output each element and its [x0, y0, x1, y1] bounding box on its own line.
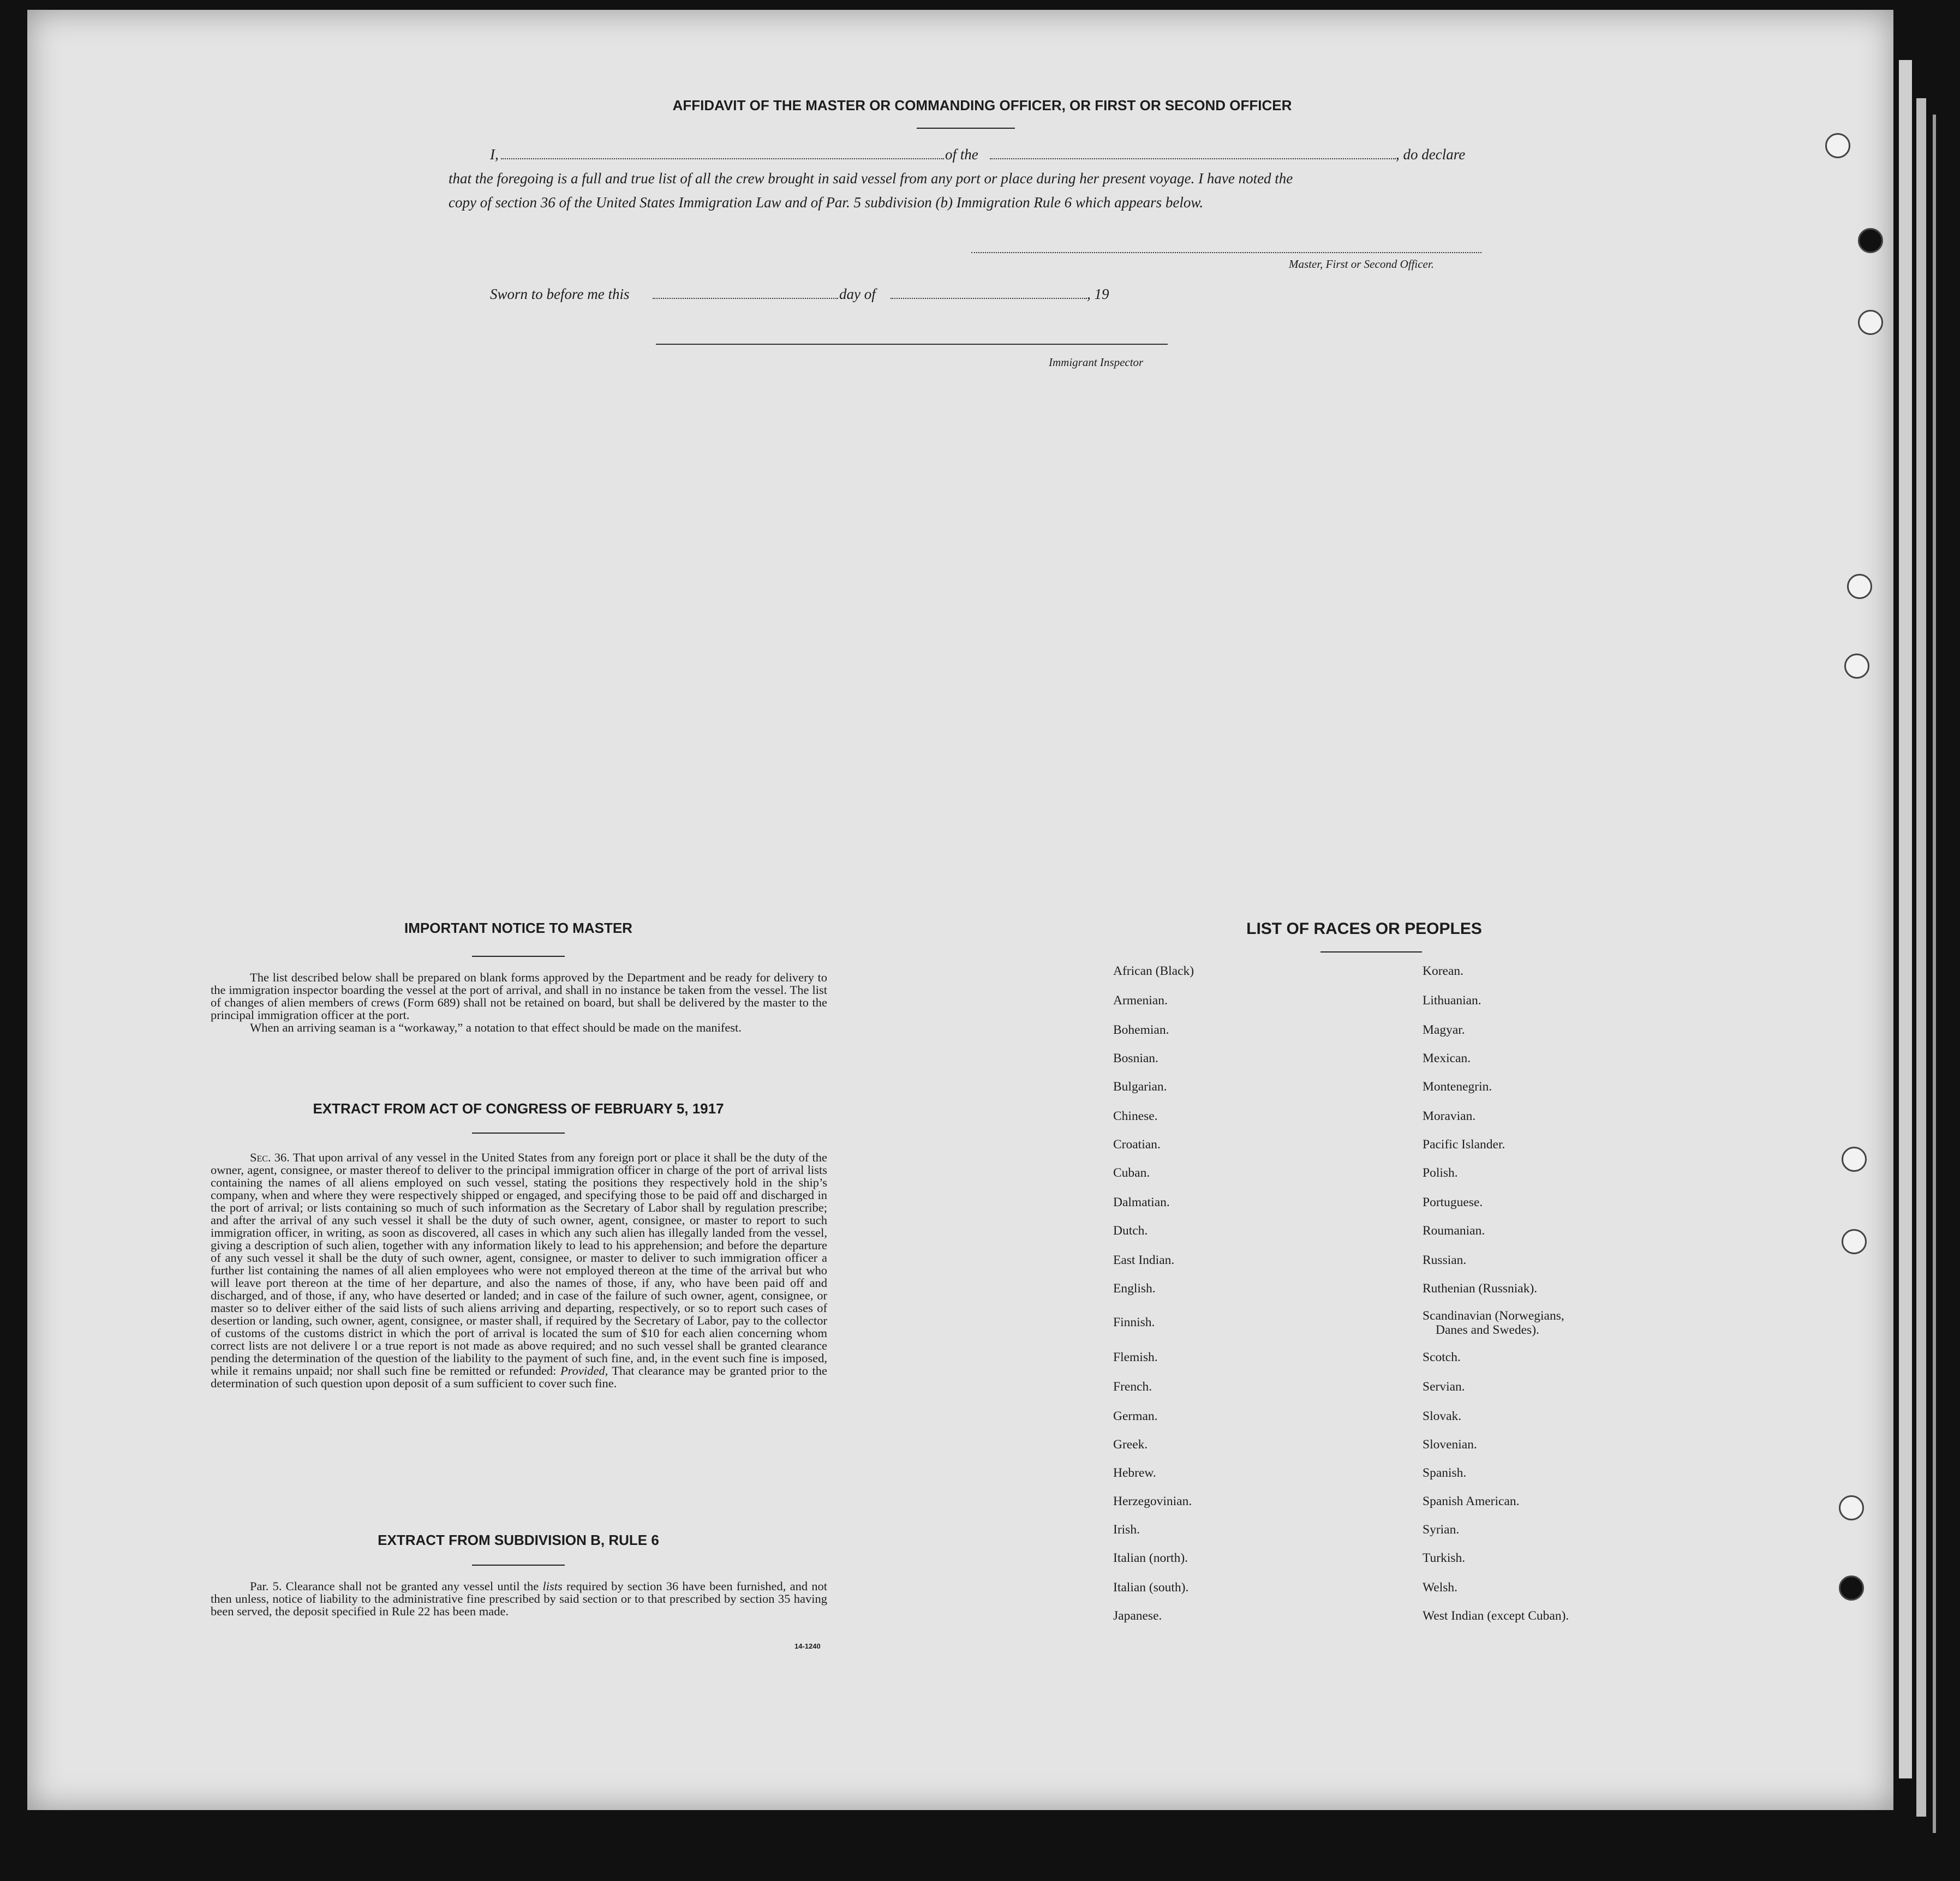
- rule-extract-body: [211, 1580, 827, 1618]
- sworn-day-field[interactable]: [653, 298, 838, 299]
- race-item: Roumanian.: [1423, 1224, 1485, 1238]
- race-item: Welsh.: [1423, 1580, 1458, 1595]
- race-item: Polish.: [1423, 1166, 1458, 1180]
- title-underline: [472, 956, 565, 957]
- title-underline: [472, 1133, 565, 1134]
- rule-text-a: Par. 5. Clearance shall not be granted any vessel until the: [250, 1579, 539, 1593]
- race-item: Bosnian.: [1113, 1051, 1158, 1065]
- form-number: 14-1240: [794, 1642, 821, 1650]
- inspector-caption: Immigrant Inspector: [1049, 356, 1144, 369]
- race-item: Lithuanian.: [1423, 993, 1481, 1008]
- race-item: Slovak.: [1423, 1409, 1462, 1423]
- year-label: , 19: [1087, 286, 1109, 302]
- rule-extract-title: EXTRACT FROM SUBDIVISION B, RULE 6: [378, 1532, 659, 1548]
- title-underline: [917, 128, 1015, 129]
- act-extract-body: [211, 1151, 827, 1389]
- affidavit-i-label: I,: [490, 146, 499, 163]
- race-item: Scandinavian (Norwegians,: [1423, 1309, 1564, 1323]
- page-edge: [1899, 60, 1912, 1778]
- race-item: Syrian.: [1423, 1523, 1460, 1537]
- notice-paragraph-2: When an arriving seaman is a “workaway,” a notation to that effect should be made on the manifest.: [250, 1021, 742, 1034]
- race-item: Slovenian.: [1423, 1437, 1477, 1452]
- race-item: German.: [1113, 1409, 1158, 1423]
- inspector-signature-field[interactable]: [656, 344, 1168, 345]
- name-field[interactable]: [501, 158, 944, 159]
- race-item: Flemish.: [1113, 1350, 1158, 1364]
- race-item: Mexican.: [1423, 1051, 1471, 1065]
- race-item: Spanish American.: [1423, 1494, 1520, 1508]
- section-label: Sec. 36.: [250, 1151, 290, 1164]
- rule-text-b: required by section 36 have been furnished, and not then unless, notice of liability to the administrative fine prescribed by said section or to that prescribed by section 35 having been served, the deposit specified in Rule 22 has been made.: [211, 1579, 828, 1618]
- race-item: Portuguese.: [1423, 1195, 1483, 1209]
- race-item: Turkish.: [1423, 1551, 1466, 1565]
- race-item: African (Black): [1113, 964, 1194, 978]
- punch-hole: [1825, 133, 1850, 158]
- act-extract-title: EXTRACT FROM ACT OF CONGRESS OF FEBRUARY 5, 1917: [313, 1100, 724, 1117]
- day-of-label: day of: [839, 286, 876, 302]
- sworn-month-field[interactable]: [891, 298, 1087, 299]
- race-item: Montenegrin.: [1423, 1080, 1492, 1094]
- master-signature-field[interactable]: [971, 252, 1481, 253]
- title-underline: [472, 1565, 565, 1566]
- race-item: Russian.: [1423, 1253, 1467, 1267]
- race-item: French.: [1113, 1380, 1152, 1394]
- race-item: Korean.: [1423, 964, 1464, 978]
- race-item: East Indian.: [1113, 1253, 1175, 1267]
- race-item: Herzegovinian.: [1113, 1494, 1192, 1508]
- vessel-field[interactable]: [990, 158, 1396, 159]
- race-item: English.: [1113, 1281, 1156, 1296]
- punch-hole: [1839, 1495, 1864, 1520]
- race-item: Ruthenian (Russniak).: [1423, 1281, 1538, 1296]
- title-underline: [1320, 951, 1422, 953]
- master-caption: Master, First or Second Officer.: [1289, 257, 1434, 271]
- affidavit-line-3: copy of section 36 of the United States Immigration Law and of Par. 5 subdivision (b) Immigration Rule 6 which appears below.: [449, 194, 1204, 211]
- race-item: Scotch.: [1423, 1350, 1461, 1364]
- race-item: Pacific Islander.: [1423, 1137, 1505, 1152]
- race-item: Spanish.: [1423, 1466, 1467, 1480]
- race-item: Italian (north).: [1113, 1551, 1188, 1565]
- race-item: Chinese.: [1113, 1109, 1158, 1123]
- punch-hole: [1847, 574, 1872, 599]
- race-item: Japanese.: [1113, 1609, 1162, 1623]
- race-item: Greek.: [1113, 1437, 1148, 1452]
- race-item: Magyar.: [1423, 1023, 1465, 1037]
- notice-title: IMPORTANT NOTICE TO MASTER: [404, 920, 632, 936]
- race-item: Cuban.: [1113, 1166, 1150, 1180]
- race-item: Irish.: [1113, 1523, 1140, 1537]
- race-item: Finnish.: [1113, 1315, 1155, 1329]
- race-item: West Indian (except Cuban).: [1423, 1609, 1569, 1623]
- race-item: Moravian.: [1423, 1109, 1476, 1123]
- race-item: Servian.: [1423, 1380, 1465, 1394]
- provided-text: That clearance may be granted prior to the determination of such question upon deposit of a sum sufficient to cover such fine.: [211, 1364, 828, 1390]
- race-item: Italian (south).: [1113, 1580, 1189, 1595]
- punch-hole: [1858, 228, 1883, 253]
- affidavit-of-the-label: of the: [945, 146, 978, 163]
- affidavit-line-2: that the foregoing is a full and true list of all the crew brought in said vessel from any port or place during her present voyage. I have noted the: [449, 170, 1293, 187]
- section-36-text: That upon arrival of any vessel in the United States from any foreign port or place it shall be the duty of the owner, agent, consignee, or master thereof to deliver to the principal immigration officer in charge of the port of arrival lists containing the names of all aliens employed on such vessel, stating the positions they respectively hold in the ship’s company, when and where they were respectively shipped or engaged, and specifying those to be paid off and discharged in the port of arrival; or lists containing so much of such information as the Secretary of Labor shall by regulation prescribe; and after the arrival of any such vessel it shall be the duty of such owner, agent, consignee, or master to report to such immigration officer, in writing, as soon as discovered, all cases in which any such alien has illegally landed from the vessel, giving a description of such alien, together with any information likely to lead to his apprehension; and before the departure of any such vessel it shall be the duty of such owner, agent, consignee, or master to deliver to such immigration officer a further list containing the names of all alien employees who were not employed thereon at the time of the arrival but who will leave port thereon at the time of her departure, and also the names of those, if any, who have been paid off and discharged, and of those, if any, who have deserted or landed; and in case of the failure of such owner, agent, consignee, or master so to deliver either of the said lists of such aliens arriving and departing, respectively, or so to report such cases of desertion or landing, such owner, agent, consignee, or master shall, if required by the Secretary of Labor, pay to the collector of customs of the customs district in which the port of arrival is located the sum of $10 for each alien concerning whom correct lists are not delivere l or a true report is not made as above required; and no such vessel shall be granted clearance pending the determination of the question of the liability to the payment of such fine, and, in the event such fine is imposed, while it remains unpaid; nor shall such fine be remitted or refunded:: [211, 1151, 827, 1377]
- races-title: LIST OF RACES OR PEOPLES: [1246, 920, 1482, 938]
- punch-hole: [1842, 1229, 1867, 1254]
- lists-word: lists: [542, 1579, 563, 1593]
- affidavit-declare-label: , do declare: [1396, 146, 1466, 163]
- race-item: Danes and Swedes).: [1436, 1323, 1539, 1337]
- race-item: Bohemian.: [1113, 1023, 1169, 1037]
- race-item: Dalmatian.: [1113, 1195, 1170, 1209]
- race-item: Hebrew.: [1113, 1466, 1156, 1480]
- punch-hole: [1858, 310, 1883, 335]
- punch-hole: [1839, 1576, 1864, 1601]
- sworn-label: Sworn to before me this: [490, 286, 630, 302]
- affidavit-title: AFFIDAVIT OF THE MASTER OR COMMANDING OFFICER, OR FIRST OR SECOND OFFICER: [672, 97, 1292, 113]
- race-item: Armenian.: [1113, 993, 1168, 1008]
- provided-label: Provided,: [560, 1364, 608, 1377]
- punch-hole: [1844, 654, 1869, 679]
- race-item: Bulgarian.: [1113, 1080, 1167, 1094]
- punch-hole: [1842, 1147, 1867, 1172]
- notice-body: [211, 971, 827, 1034]
- race-item: Croatian.: [1113, 1137, 1161, 1152]
- notice-paragraph-1: The list described below shall be prepared on blank forms approved by the Department and be ready for delivery to the immigration inspector boarding the vessel at the port of arrival, and shall in no instance be taken from the vessel. The list of changes of alien members of crews (Form 689) shall not be retained on board, but shall be delivered by the master to the principal immigration officer at the port.: [211, 971, 827, 1022]
- binder-rule: [1933, 115, 1936, 1833]
- page-edge: [1916, 98, 1926, 1817]
- race-item: Dutch.: [1113, 1224, 1148, 1238]
